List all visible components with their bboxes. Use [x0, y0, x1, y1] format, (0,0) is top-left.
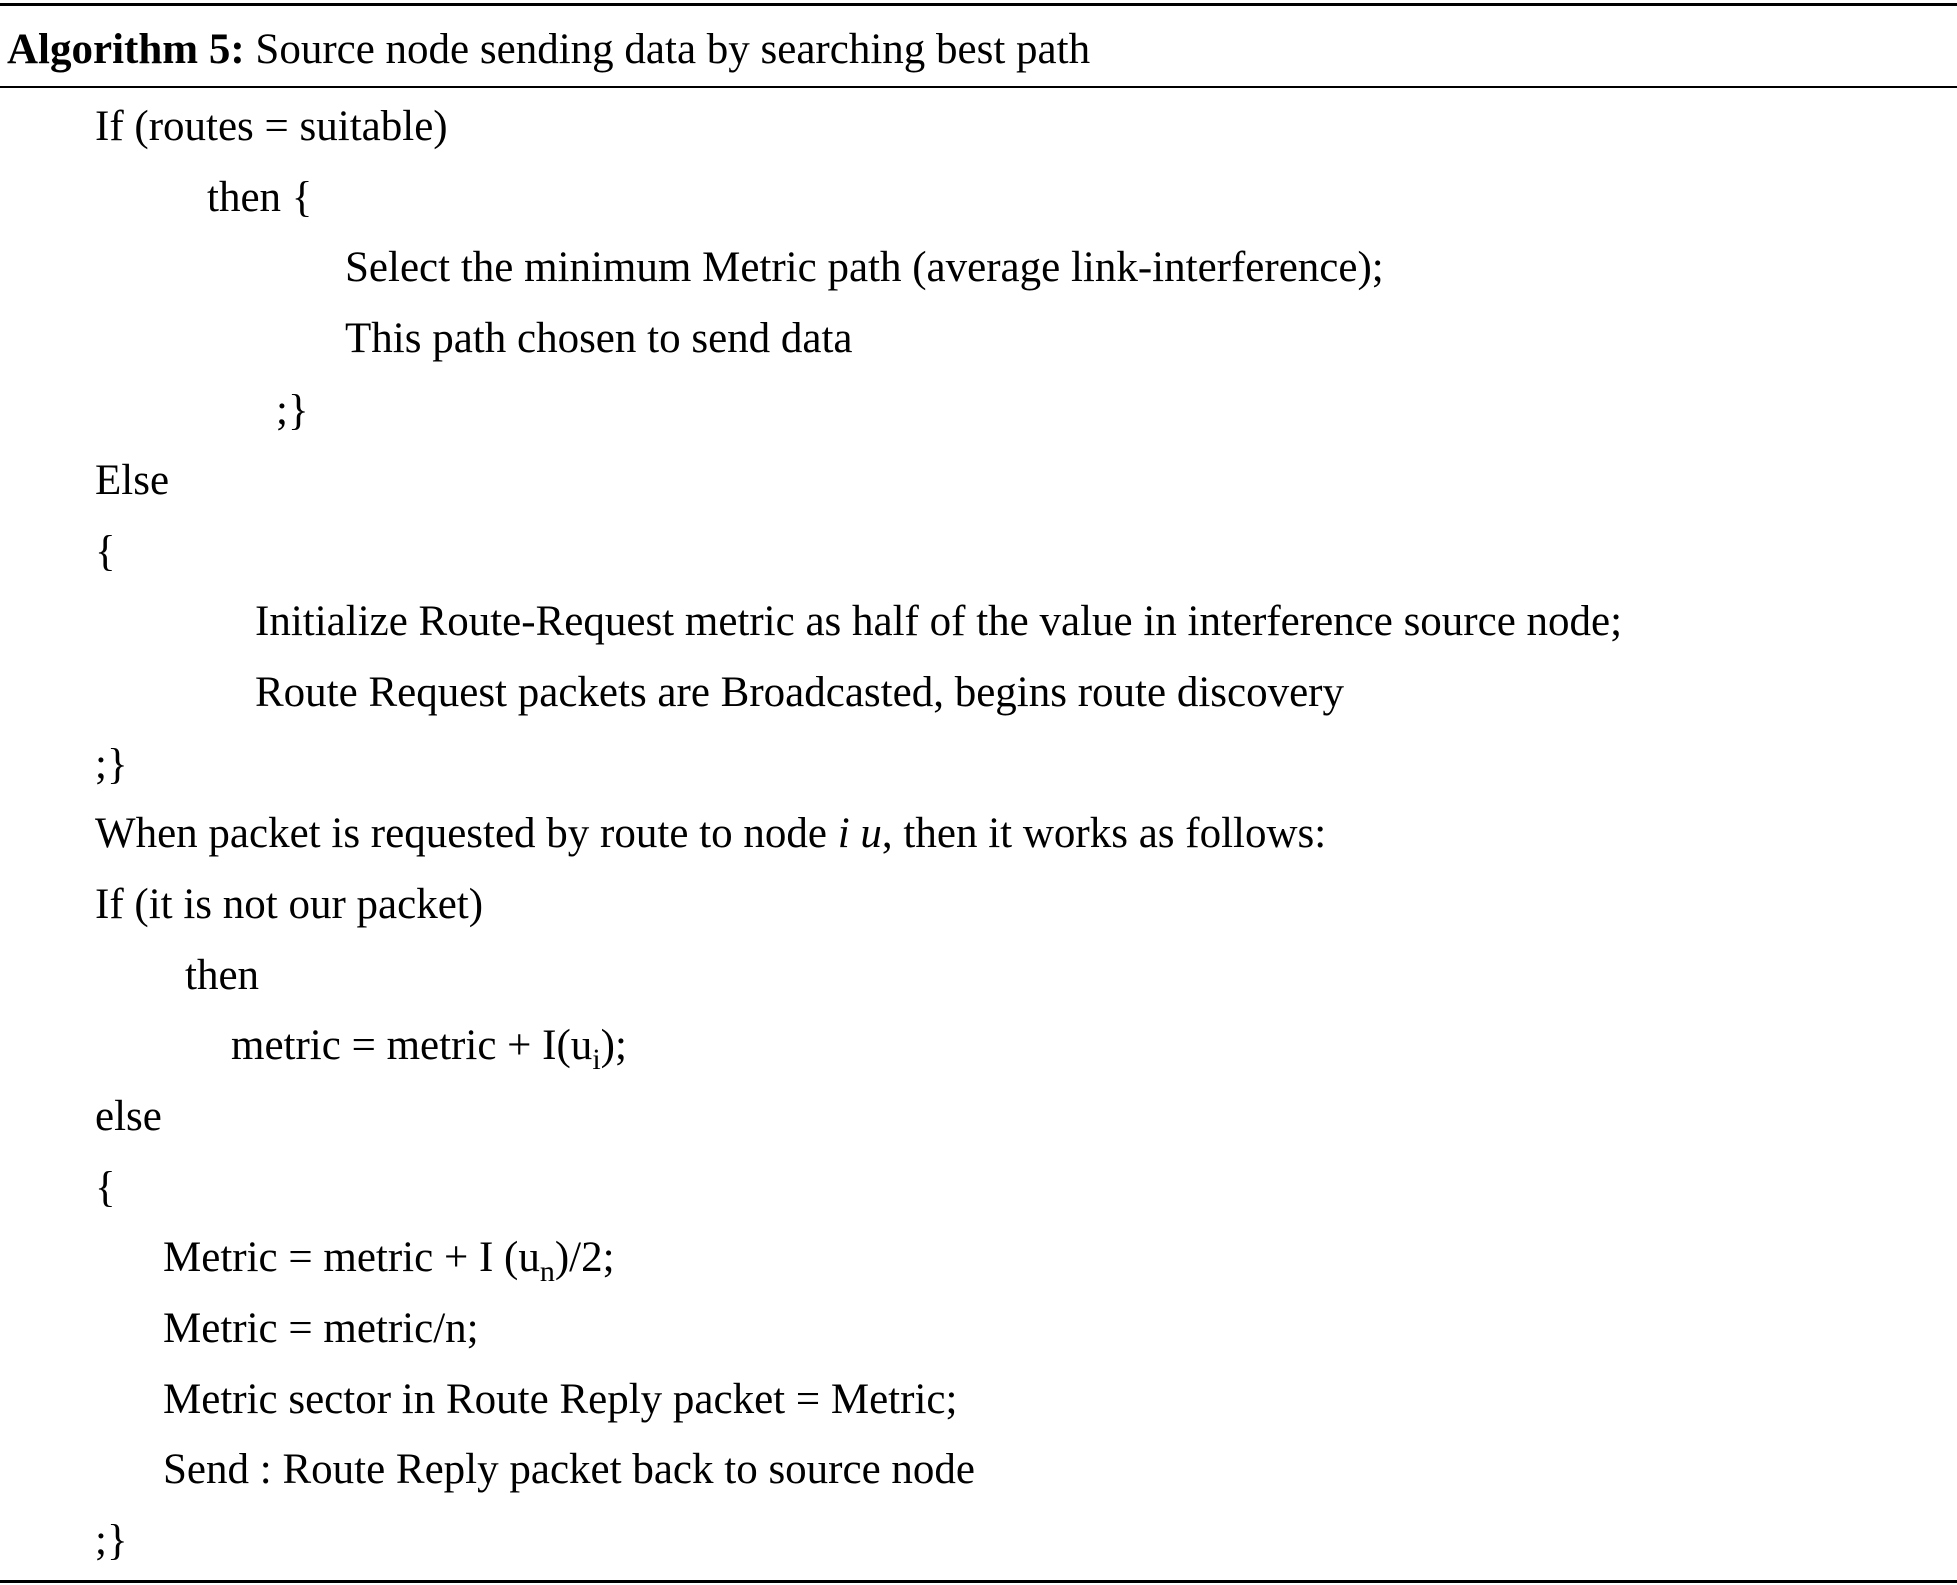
code-line: { [95, 528, 116, 575]
code-line: Send : Route Reply packet back to source node [163, 1446, 976, 1493]
code-line: Initialize Route-Request metric as half of the value in interference source node; [255, 598, 1623, 645]
code-line: then { [207, 174, 313, 221]
code-line: Route Request packets are Broadcasted, begins route discovery [255, 669, 1344, 716]
code-line: If (routes = suitable) [95, 103, 448, 150]
code-line: { [95, 1164, 116, 1211]
code-line: ;} [95, 1517, 128, 1564]
code-line: Select the minimum Metric path (average link-interference); [345, 244, 1384, 291]
algorithm-caption [7, 26, 1090, 74]
variable-u: u [860, 810, 882, 857]
code-line: If (it is not our packet) [95, 881, 484, 928]
top-rule [0, 3, 1957, 6]
code-line [95, 810, 1326, 858]
code-text: When packet is requested by route to node [95, 810, 838, 857]
algorithm-label: Algorithm 5: [7, 26, 245, 73]
code-line: Metric = metric/n; [163, 1305, 479, 1352]
code-line: Metric sector in Route Reply packet = Metric; [163, 1376, 958, 1423]
code-line: Else [95, 457, 170, 504]
subscript-n: n [539, 1255, 555, 1288]
code-text: Metric = metric + I (u [163, 1234, 540, 1281]
code-text: )/2; [554, 1234, 615, 1281]
code-line: ;} [95, 741, 128, 788]
subscript-i: i [592, 1043, 601, 1076]
code-text [850, 810, 861, 857]
code-line [231, 1022, 627, 1076]
algorithm-title: Source node sending data by searching best path [255, 26, 1091, 73]
code-line: then [185, 952, 260, 999]
variable-i: i [837, 810, 850, 857]
caption-rule [0, 86, 1957, 88]
bottom-rule [0, 1580, 1957, 1583]
code-text: ); [600, 1022, 627, 1069]
code-line: This path chosen to send data [345, 315, 853, 362]
code-line: else [95, 1093, 162, 1140]
code-text: metric = metric + I(u [231, 1022, 593, 1069]
code-line [163, 1234, 615, 1288]
code-text: , then it works as follows: [881, 810, 1327, 857]
code-line: ;} [276, 387, 309, 434]
